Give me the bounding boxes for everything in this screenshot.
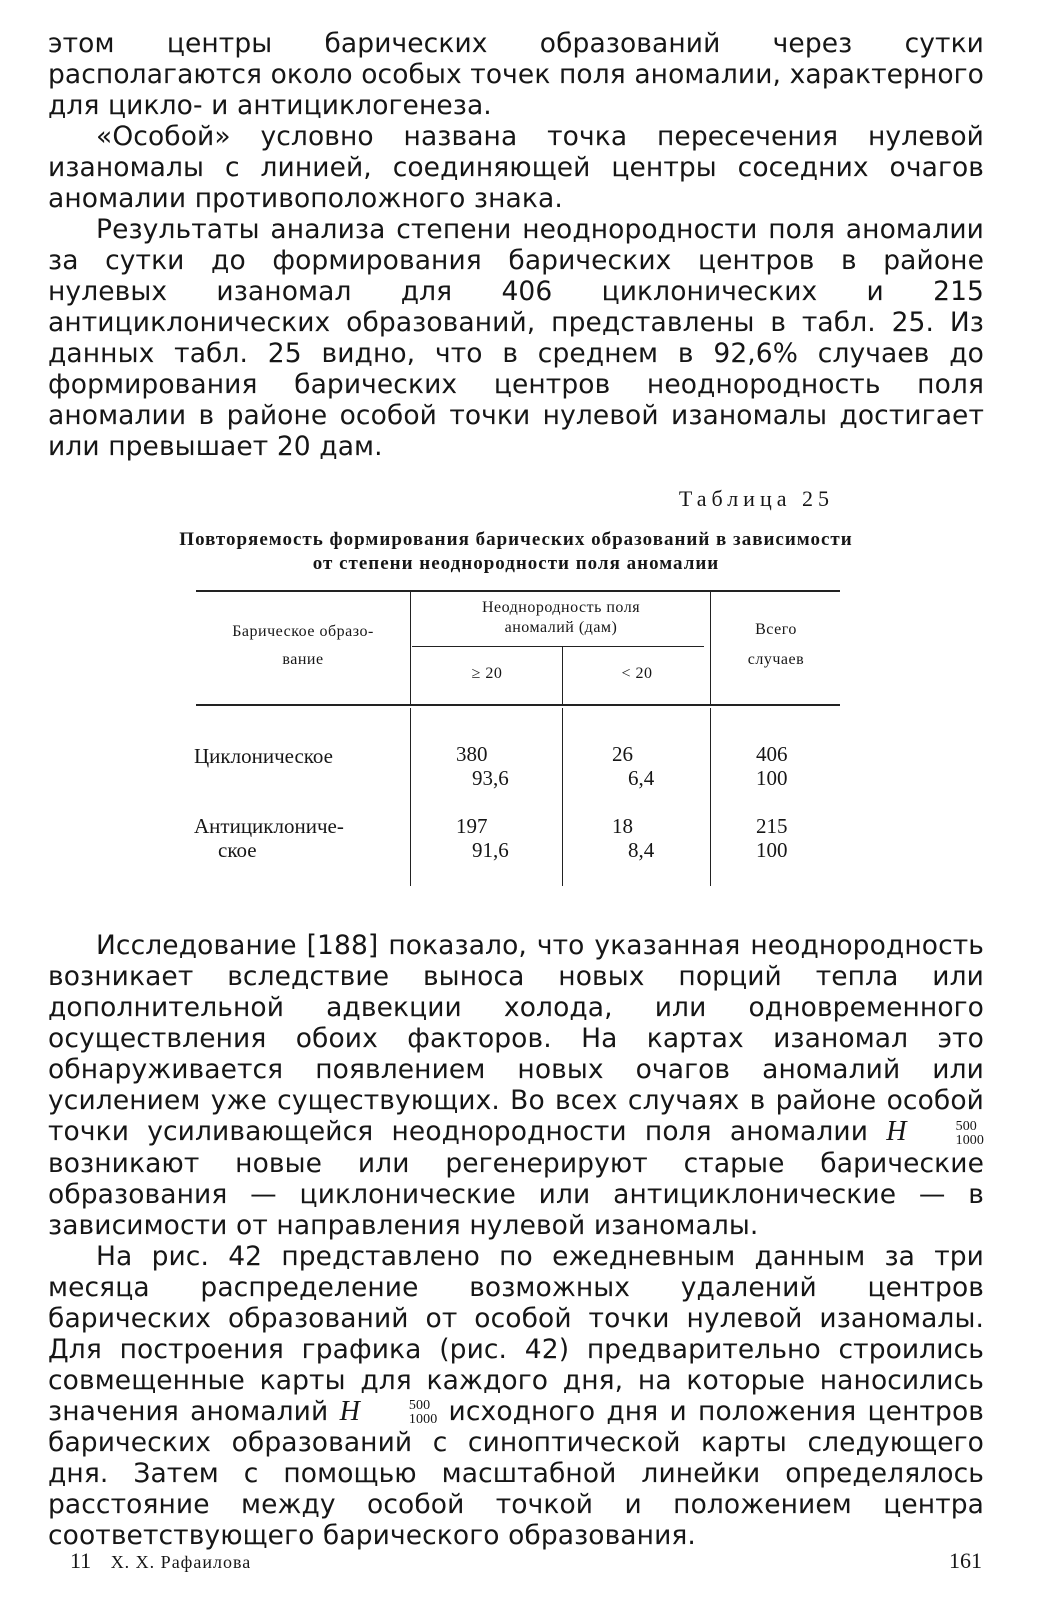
table-vrule-3 xyxy=(710,590,711,704)
row-anticyclonic-total: 215 100 xyxy=(756,814,788,862)
paragraph-2: «Особой» условно названа точка пересечения нулевой изаномалы с линией, соединяющей центры соседних очагов аномалии противоположного знака. xyxy=(48,121,984,214)
header-group: Неоднородность поля аномалий (дам) xyxy=(481,599,641,636)
row-cyclonic-lt20: 26 6,4 xyxy=(612,742,655,790)
table-top-rule xyxy=(196,590,840,592)
table-vrule-2 xyxy=(562,646,563,704)
paragraph-3: Результаты анализа степени неоднородности поля аномалии за сутки до формирования барических центров в районе нулевых изаномал для 406 циклонических и 215 антициклонических образований, представлены в табл. 25. Из данных табл. 25 видно, что в среднем в 92,6% случаев до формирования барических центров неоднородность поля аномалии в районе особой точки нулевой изаномалы достигает или превышает 20 дам. xyxy=(48,214,984,462)
paragraph-1: этом центры барических образований через сутки располагаются около особых точек поля аномалии, характерного для цикло- и антициклогенеза. xyxy=(48,28,984,121)
math-h-500-1000-2: H 500 1000 xyxy=(339,1395,438,1428)
table-label: Таблица 25 xyxy=(678,486,834,511)
footer-left xyxy=(70,1548,251,1574)
math-h-500-1000: H 500 1000 xyxy=(886,1116,984,1148)
table-vrule-5 xyxy=(562,708,563,886)
table-group-rule xyxy=(412,646,704,647)
header-total: Всего случаев xyxy=(747,621,805,668)
paragraph-4: Исследование [188] показало, что указанная неоднородность возникает вследствие выноса новых порций тепла или дополнительной адвекции холода, или одновременного осуществления обоих факторов. На картах изаномал это обнаруживается появлением новых очагов аномалий или усилением уже существующих. Во всех случаях в районе особой точки усиливающейся неоднородности поля аномалии H 500 1000 возникают новые или регенерируют старые барические образования — циклонические или антициклонические — в зависимости от направления нулевой изаномалы. xyxy=(48,930,984,1241)
row-anticyclonic-lt20: 18 8,4 xyxy=(612,814,655,862)
table-header-rule xyxy=(196,704,840,706)
row-cyclonic-total: 406 100 xyxy=(756,742,788,790)
row-cyclonic-label: Циклоническое xyxy=(194,744,334,768)
sheet-number: 11 xyxy=(70,1548,92,1573)
header-type: Барическое образо- вание xyxy=(232,623,374,668)
table-25 xyxy=(48,590,984,920)
page-content xyxy=(48,28,984,1551)
table-vrule-1 xyxy=(410,590,411,704)
table-vrule-6 xyxy=(710,708,711,886)
row-anticyclonic-label: Антициклониче- ское xyxy=(194,814,344,862)
header-lt20: < 20 xyxy=(621,665,653,682)
paragraph-5: На рис. 42 представлено по ежедневным данным за три месяца распределение возможных удалений центров барических образований от особой точки нулевой изаномалы. Для построения графика (рис. 42) предварительно строились совмещенные карты для каждого дня, на которые наносились значения аномалий H 500 1000 исходного дня и положения центров барических образований с синоптической карты следующего дня. Затем с помощью масштабной линейки определялось расстояние между особой точкой и положением центра соответствующего барического образования. xyxy=(48,1240,984,1552)
row-anticyclonic-ge20: 197 91,6 xyxy=(456,814,509,862)
table-vrule-4 xyxy=(410,708,411,886)
header-ge20: ≥ 20 xyxy=(471,665,503,682)
page-number: 161 xyxy=(949,1548,982,1573)
row-cyclonic-ge20: 380 93,6 xyxy=(456,742,509,790)
table-title: Повторяемость формирования барических образований в зависимости от степени неоднородности поля аномалии xyxy=(179,529,853,574)
footer-author: Х. Х. Рафаилова xyxy=(110,1552,252,1572)
